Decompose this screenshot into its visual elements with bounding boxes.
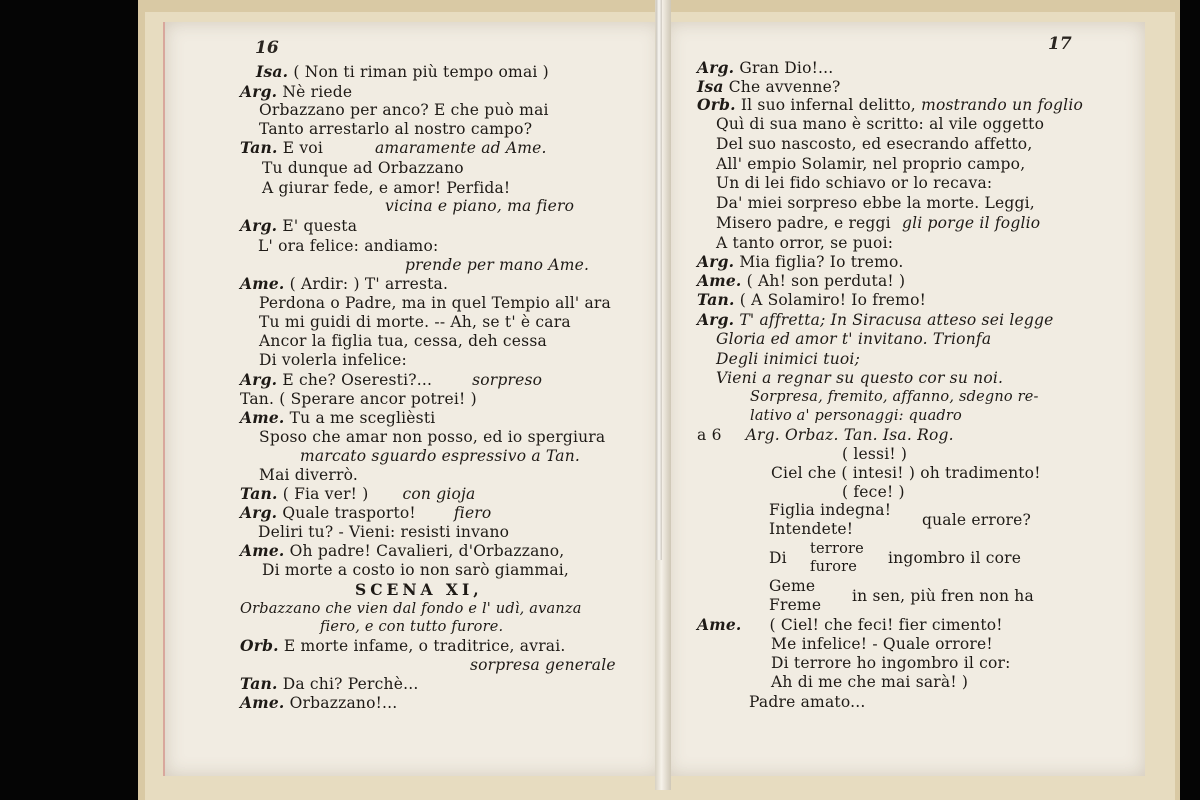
- text-line: Di: [769, 549, 787, 567]
- text-line: Ah di me che mai sarà! ): [771, 673, 969, 691]
- stage-direction: Sorpresa, fremito, affanno, sdegno re-: [750, 389, 1039, 405]
- text-line: Tu dunque ad Orbazzano: [262, 159, 464, 177]
- text-line: Orb. E morte infame, o traditrice, avrai.: [240, 636, 566, 655]
- text-line: terrore: [810, 541, 864, 557]
- text-line: Isa. ( Non ti riman più tempo omai ): [256, 62, 549, 81]
- text-line: A tanto orror, se puoi:: [716, 234, 894, 252]
- text-line: Ame. Orbazzano!...: [240, 693, 398, 712]
- text-line: Arg. Quale trasporto! fiero: [240, 503, 492, 522]
- text-line: Mai diverrò.: [259, 466, 359, 484]
- text-line: Quì di sua mano è scritto: al vile oggetto: [716, 115, 1045, 133]
- text-line: Di morte a costo io non sarò giammai,: [262, 561, 570, 579]
- text-line: Arg. T' affretta; In Siracusa atteso sei legge: [697, 310, 1054, 329]
- text-line: Ame. ( Ah! son perduta! ): [697, 271, 906, 290]
- text-line: Freme: [769, 596, 822, 614]
- text-line: Deliri tu? - Vieni: resisti invano: [258, 523, 510, 541]
- stage-direction: prende per mano Ame.: [405, 256, 590, 274]
- text-line: Di terrore ho ingombro il cor:: [771, 654, 1011, 672]
- text-line: Da' miei sorpreso ebbe la morte. Leggi,: [716, 194, 1035, 212]
- text-line: Di volerla infelice:: [259, 351, 407, 369]
- text-line: Ame. ( Ardir: ) T' arresta.: [240, 274, 449, 293]
- text-line: Arg. Nè riede: [240, 82, 353, 101]
- page-number-right: 17: [1048, 34, 1072, 54]
- text-line: ( lessi! ): [842, 445, 908, 463]
- stage-direction: sorpresa generale: [470, 656, 616, 674]
- text-line: quale errore?: [922, 511, 1032, 529]
- stage-direction: vicina e piano, ma fiero: [385, 197, 575, 215]
- text-line: Padre amato...: [749, 693, 866, 711]
- text-line: Arg. Gran Dio!...: [697, 58, 834, 77]
- text-line: Ame. Tu a me sceglièsti: [240, 408, 436, 427]
- text-line: Arg. E che? Oseresti?... sorpreso: [240, 370, 543, 389]
- text-line: ingombro il core: [888, 549, 1022, 567]
- text-line: in sen, più fren non ha: [852, 587, 1034, 605]
- stage-direction: Orbazzano che vien dal fondo e l' udì, avanza: [240, 601, 582, 617]
- text-line: Tan. Da chi? Perchè...: [240, 674, 419, 693]
- text-line: Figlia indegna!: [769, 501, 892, 519]
- text-line: Me infelice! - Quale orrore!: [771, 635, 993, 653]
- stage-direction: lativo a' personaggi: quadro: [750, 408, 962, 424]
- text-line: Orb. Il suo infernal delitto, mostrando un foglio: [697, 95, 1084, 114]
- text-line: Gloria ed amor t' invitano. Trionfa: [716, 330, 992, 348]
- text-line: Tan. E voi amaramente ad Ame.: [240, 138, 547, 157]
- text-line: Del suo nascosto, ed esecrando affetto,: [716, 135, 1033, 153]
- text-line: furore: [810, 559, 858, 575]
- text-line: Misero padre, e reggi gli porge il foglio: [716, 214, 1041, 232]
- text-line: Geme: [769, 577, 816, 595]
- text-line: a 6 Arg. Orbaz. Tan. Isa. Rog.: [697, 426, 954, 444]
- text-line: Tan. ( Sperare ancor potrei! ): [240, 390, 477, 408]
- scene-heading: SCENA XI,: [355, 580, 483, 599]
- stage-direction: fiero, e con tutto furore.: [320, 619, 504, 635]
- text-line: A giurar fede, e amor! Perfida!: [262, 179, 511, 197]
- text-line: Ame. ( Ciel! che feci! fier cimento!: [697, 615, 1003, 634]
- text-line: Intendete!: [769, 520, 854, 538]
- page-number-left: 16: [255, 38, 279, 58]
- text-line: Tanto arrestarlo al nostro campo?: [259, 120, 533, 138]
- text-line: Degli inimici tuoi;: [716, 350, 861, 368]
- text-line: Perdona o Padre, ma in quel Tempio all' ara: [259, 294, 611, 312]
- text-line: Ame. Oh padre! Cavalieri, d'Orbazzano,: [240, 541, 565, 560]
- text-line: Orbazzano per anco? E che può mai: [259, 101, 549, 119]
- text-line: Sposo che amar non posso, ed io spergiura: [259, 428, 606, 446]
- binding-thread: [656, 0, 662, 560]
- text-line: Ciel che ( intesi! ) oh tradimento!: [771, 464, 1041, 482]
- text-line: ( fece! ): [842, 483, 905, 501]
- text-line: All' empio Solamir, nel proprio campo,: [716, 155, 1026, 173]
- text-line: Ancor la figlia tua, cessa, deh cessa: [259, 332, 547, 350]
- text-line: Tan. ( Fia ver! ) con gioja: [240, 484, 476, 503]
- stage-direction: marcato sguardo espressivo a Tan.: [300, 447, 581, 465]
- text-line: L' ora felice: andiamo:: [258, 237, 439, 255]
- text-line: Isa Che avvenne?: [697, 77, 841, 96]
- text-line: Tu mi guidi di morte. -- Ah, se t' è cara: [259, 313, 571, 331]
- text-line: Un di lei fido schiavo or lo recava:: [716, 174, 993, 192]
- text-line: Arg. Mia figlia? Io tremo.: [697, 252, 904, 271]
- text-line: Vieni a regnar su questo cor su noi.: [716, 369, 1004, 387]
- text-line: Tan. ( A Solamiro! Io fremo!: [697, 290, 927, 309]
- text-line: Arg. E' questa: [240, 216, 358, 235]
